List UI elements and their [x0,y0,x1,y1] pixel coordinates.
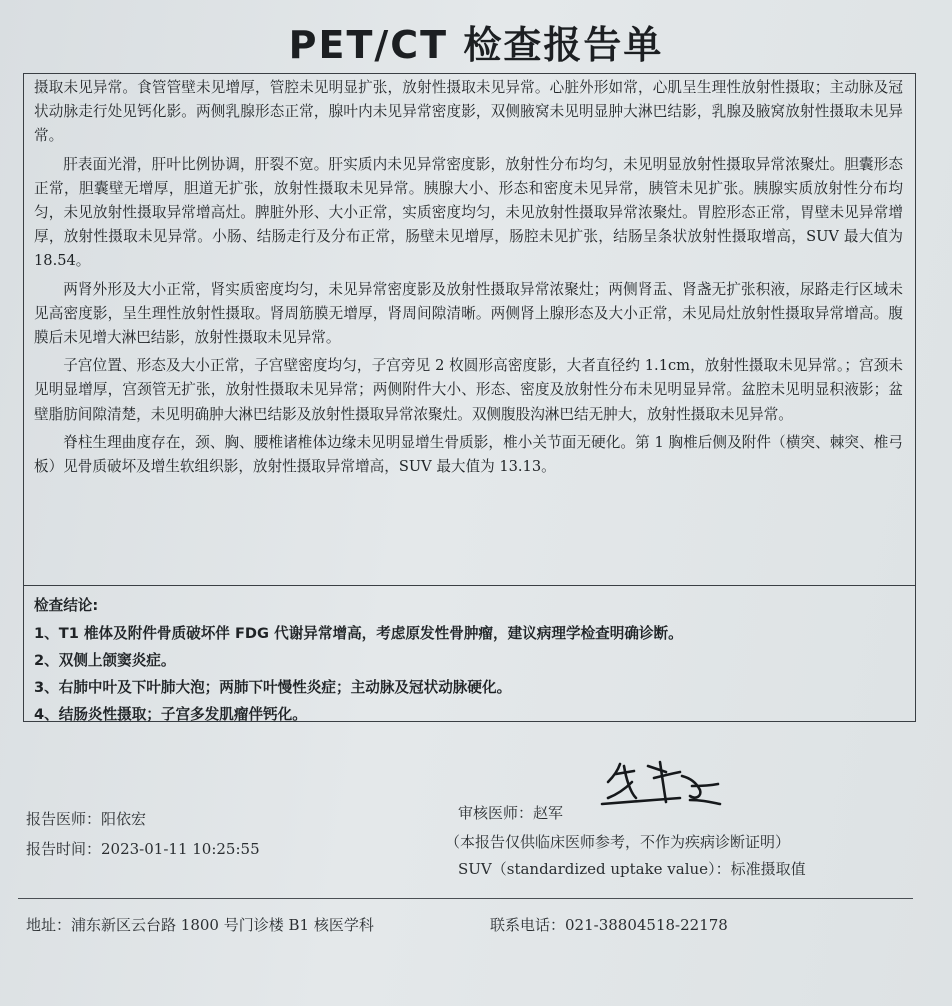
conclusion-item-2: 2、双侧上颌窦炎症。 [34,652,176,669]
reviewing-doctor: 审核医师：赵军 [458,804,564,822]
report-disclaimer: （本报告仅供临床医师参考，不作为疾病诊断证明） [445,833,791,851]
footer-divider [18,898,913,899]
conclusion-item-3: 3、右肺中叶及下叶肺大泡；两肺下叶慢性炎症；主动脉及冠状动脉硬化。 [34,679,512,696]
handwritten-signature [596,756,726,822]
conclusion-heading: 检查结论: [34,597,99,614]
footer-address: 地址：浦东新区云台路 1800 号门诊楼 B1 核医学科 [26,916,374,934]
findings-paragraph-pelvis: 子宫位置、形态及大小正常，子宫壁密度均匀，子宫旁见 2 枚圆形高密度影，大者直径约 1.1cm，放射性摄取未见异常。；宫颈未见明显增厚，宫颈管无扩张，放射性摄取未见异常；两侧附件大小、形态、密度及放射性分布未见明显异常。盆腔未见明显积液影；盆壁脂肪间隙清楚，未见明确肿大淋巴结影及放射性摄取异常浓聚灶。双侧腹股沟淋巴结无肿大，放射性摄取未见异常。 [34,357,903,423]
report-title: PET/CT 检查报告单 [288,23,664,67]
report-time: 报告时间：2023-01-11 10:25:55 [26,840,260,858]
findings-paragraph-spine: 脊柱生理曲度存在，颈、胸、腰椎诸椎体边缘未见明显增生骨质影，椎小关节面无硬化。第 1 胸椎后侧及附件（横突、棘突、椎弓板）见骨质破坏及增生软组织影，放射性摄取异常增高，SUV 最大值为 13.13。 [34,433,903,476]
conclusion-item-4: 4、结肠炎性摄取；子宫多发肌瘤伴钙化。 [34,706,307,723]
footer-phone: 联系电话：021-38804518-22178 [490,916,728,934]
reporting-doctor: 报告医师：阳依宏 [26,810,147,828]
findings-paragraph-abdomen: 肝表面光滑，肝叶比例协调，肝裂不宽。肝实质内未见异常密度影，放射性分布均匀，未见明显放射性摄取异常浓聚灶。胆囊形态正常，胆囊壁无增厚，胆道无扩张，放射性摄取未见异常。胰腺大小、形态和密度未见异常，胰管未见扩张。胰腺实质放射性分布均匀，未见放射性摄取异常增高灶。脾脏外形、大小正常，实质密度均匀，未见放射性摄取异常浓聚灶。胃腔形态正常，胃壁未见异常增厚，放射性摄取未见异常。小肠、结肠走行及分布正常，肠壁未见增厚，肠腔未见扩张，结肠呈条状放射性摄取增高，SUV 最大值为 18.54。 [34,155,903,270]
suv-definition: SUV（standardized uptake value）：标准摄取值 [458,860,806,878]
findings-paragraph-thorax: 摄取未见异常。食管管壁未见增厚，管腔未见明显扩张，放射性摄取未见异常。心脏外形如常，心肌呈生理性放射性摄取；主动脉及冠状动脉走行处见钙化影。两侧乳腺形态正常，腺叶内未见异常密度影，双侧腋窝未见明显肿大淋巴结影，乳腺及腋窝放射性摄取未见异常。 [34,79,903,145]
conclusion-item-1: 1、T1 椎体及附件骨质破坏伴 FDG 代谢异常增高，考虑原发性骨肿瘤，建议病理学检查明确诊断。 [34,625,683,642]
findings-paragraph-kidney: 两肾外形及大小正常，肾实质密度均匀，未见异常密度影及放射性摄取异常浓聚灶；两侧肾盂、肾盏无扩张积液，尿路走行区域未见高密度影，呈生理性放射性摄取。肾周筋膜无增厚，肾周间隙清晰。两侧肾上腺形态及大小正常，未见局灶放射性摄取异常增高。腹膜后未见增大淋巴结影，放射性摄取未见异常。 [34,280,903,347]
conclusion-section [23,586,916,722]
findings-section [23,73,916,586]
